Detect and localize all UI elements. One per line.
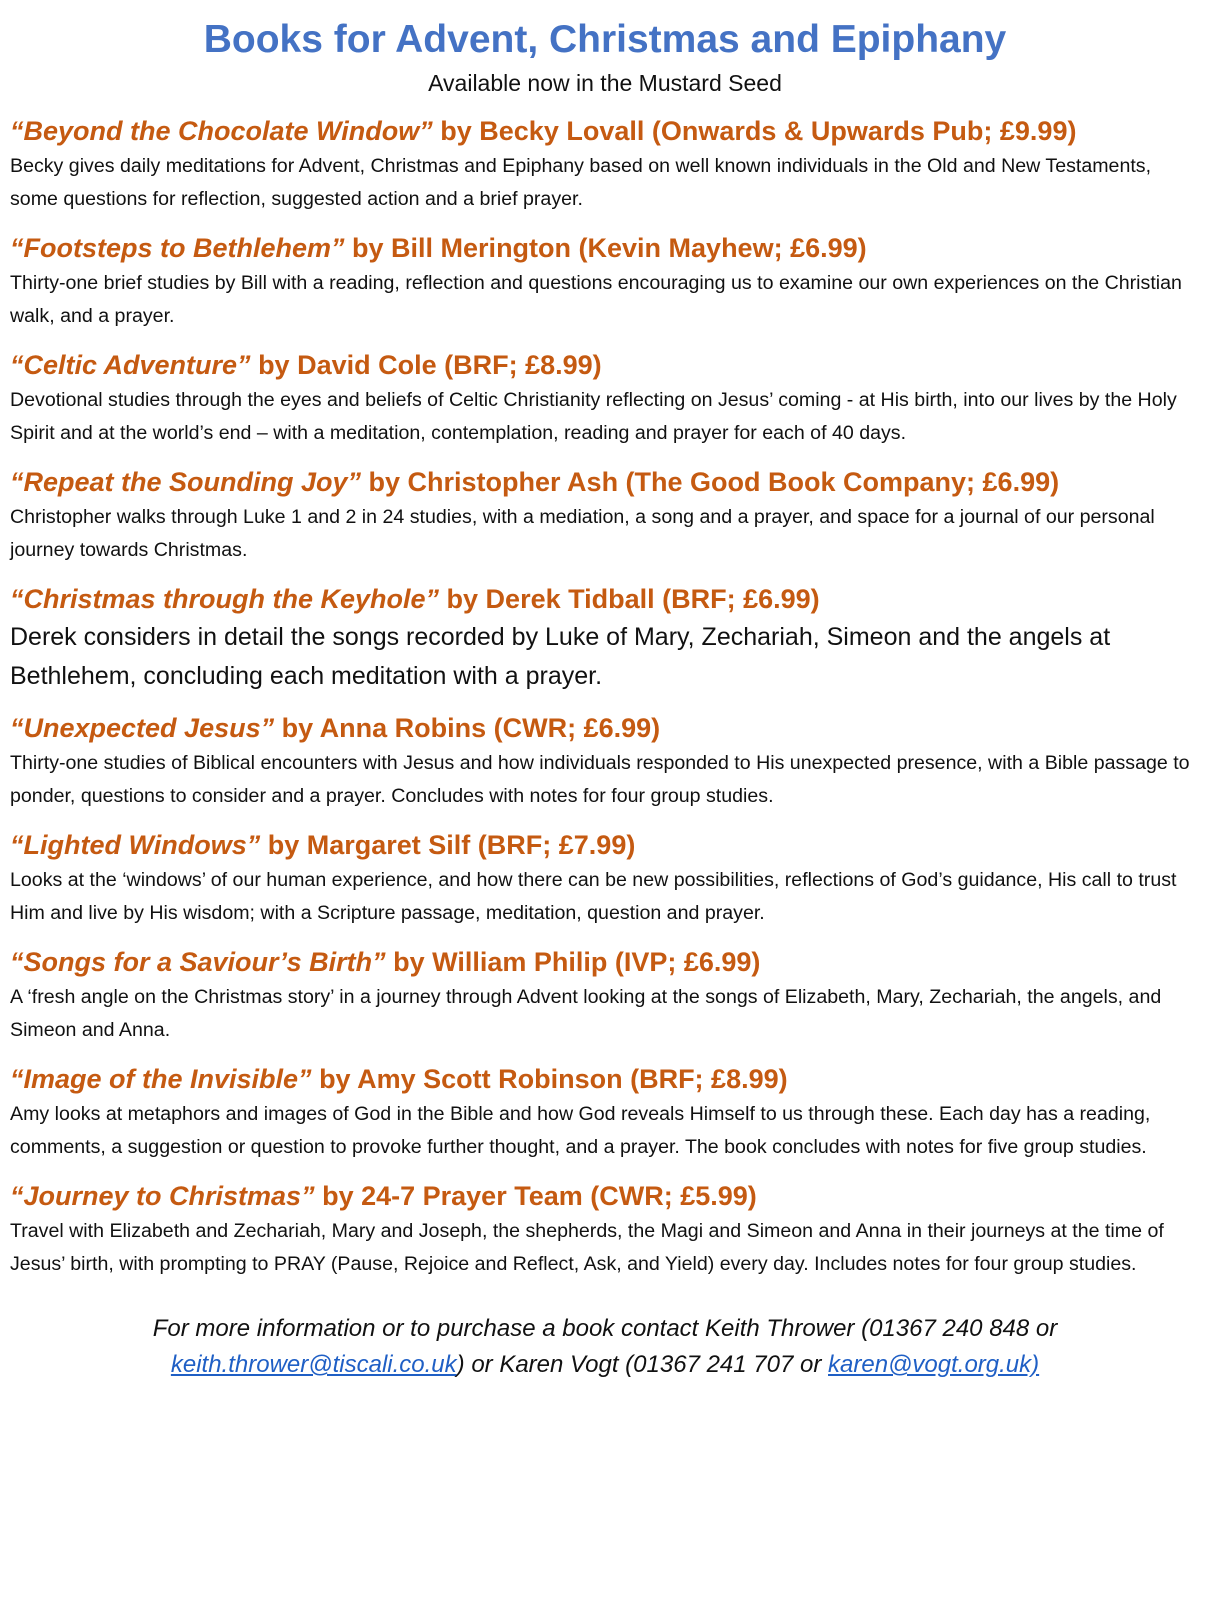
book-title: “Celtic Adventure” <box>10 350 251 380</box>
book-entry <box>10 463 1200 567</box>
book-title: “Christmas through the Keyhole” <box>10 584 440 614</box>
book-byline: by Bill Merington (Kevin Mayhew; £6.99) <box>344 233 867 263</box>
book-description: Devotional studies through the eyes and beliefs of Celtic Christianity reflecting on Jesus’ coming - at His birth, into our lives by the Holy Spirit and at the world’s end – with a meditation, contemplation, reading and prayer for each of 40 days. <box>10 389 1177 444</box>
book-heading <box>10 346 1200 384</box>
book-entry <box>10 943 1200 1047</box>
book-byline: by 24-7 Prayer Team (CWR; £5.99) <box>314 1181 757 1211</box>
book-description: Becky gives daily meditations for Advent, Christmas and Epiphany based on well known individuals in the Old and New Testaments, some questions for reflection, suggested action and a brief prayer. <box>10 155 1152 210</box>
book-byline: by Derek Tidball (BRF; £6.99) <box>439 584 820 614</box>
book-heading <box>10 229 1200 267</box>
book-heading <box>10 463 1200 501</box>
book-byline: by David Cole (BRF; £8.99) <box>250 350 602 380</box>
book-heading <box>10 580 1200 618</box>
book-title: “Journey to Christmas” <box>10 1181 315 1211</box>
book-description: Travel with Elizabeth and Zechariah, Mary and Joseph, the shepherds, the Magi and Simeon and Anna in their journeys at the time of Jesus’ birth, with prompting to PRAY (Pause, Rejoice and Reflect, Ask, and Yield) every day. Includes notes for four group studies. <box>10 1220 1164 1275</box>
book-heading <box>10 826 1200 864</box>
book-description: Thirty-one studies of Biblical encounters with Jesus and how individuals responded to His unexpected presence, with a Bible passage to ponder, questions to consider and a prayer. Concludes with notes for four group studies. <box>10 752 1190 807</box>
book-entry <box>10 826 1200 930</box>
book-title: “Songs for a Saviour’s Birth” <box>10 947 386 977</box>
book-heading <box>10 1177 1200 1215</box>
book-entry <box>10 580 1200 696</box>
page-title: Books for Advent, Christmas and Epiphany <box>203 18 1007 61</box>
book-description: Christopher walks through Luke 1 and 2 in 24 studies, with a mediation, a song and a prayer, and space for a journal of our personal journey towards Christmas. <box>10 506 1155 561</box>
book-byline: by Amy Scott Robinson (BRF; £8.99) <box>311 1064 788 1094</box>
book-title: “Image of the Invisible” <box>10 1064 312 1094</box>
book-title: “Unexpected Jesus” <box>10 713 275 743</box>
book-title: “Repeat the Sounding Joy” <box>10 467 362 497</box>
book-title: “Footsteps to Bethlehem” <box>10 233 345 263</box>
book-entry <box>10 229 1200 333</box>
book-entry <box>10 1177 1200 1281</box>
book-title: “Lighted Windows” <box>10 830 261 860</box>
book-description: Derek considers in detail the songs recorded by Luke of Mary, Zechariah, Simeon and the angels at Bethlehem, concluding each meditation with a prayer. <box>10 623 1111 690</box>
book-entry <box>10 1060 1200 1164</box>
book-entry <box>10 346 1200 450</box>
book-description: A ‘fresh angle on the Christmas story’ in a journey through Advent looking at the songs of Elizabeth, Mary, Zechariah, the angels, and Simeon and Anna. <box>10 986 1162 1041</box>
book-byline: by Margaret Silf (BRF; £7.99) <box>260 830 636 860</box>
book-description: Amy looks at metaphors and images of God in the Bible and how God reveals Himself to us through these. Each day has a reading, comments, a suggestion or question to provoke further thought, and a prayer. The book concludes with notes for five group studies. <box>10 1103 1151 1158</box>
book-description: Thirty-one brief studies by Bill with a reading, reflection and questions encouraging us to examine our own experiences on the Christian walk, and a prayer. <box>10 272 1182 327</box>
karen-email-link[interactable]: karen@vogt.org.uk) <box>828 1351 1040 1378</box>
book-byline: by Anna Robins (CWR; £6.99) <box>274 713 661 743</box>
book-title: “Beyond the Chocolate Window” <box>10 116 433 146</box>
book-heading <box>10 1060 1200 1098</box>
book-entry <box>10 112 1200 216</box>
keith-email-link[interactable]: keith.thrower@tiscali.co.uk <box>170 1351 457 1378</box>
book-byline: by Becky Lovall (Onwards & Upwards Pub; £9.99) <box>432 116 1077 146</box>
book-byline: by William Philip (IVP; £6.99) <box>385 947 761 977</box>
book-description: Looks at the ‘windows’ of our human experience, and how there can be new possibilities, reflections of God’s guidance, His call to trust Him and live by His wisdom; with a Scripture passage, meditation, question and prayer. <box>10 869 1177 924</box>
page-subtitle: Available now in the Mustard Seed <box>428 70 782 96</box>
footer-text-2: ) or Karen Vogt (01367 241 707 or <box>456 1351 829 1378</box>
book-heading <box>10 709 1200 747</box>
book-heading <box>10 112 1200 150</box>
book-byline: by Christopher Ash (The Good Book Company; £6.99) <box>361 467 1060 497</box>
footer-text-1: For more information or to purchase a book contact Keith Thrower (01367 240 848 or <box>152 1315 1058 1342</box>
contact-footer <box>10 1311 1200 1383</box>
book-heading <box>10 943 1200 981</box>
book-entry <box>10 709 1200 813</box>
